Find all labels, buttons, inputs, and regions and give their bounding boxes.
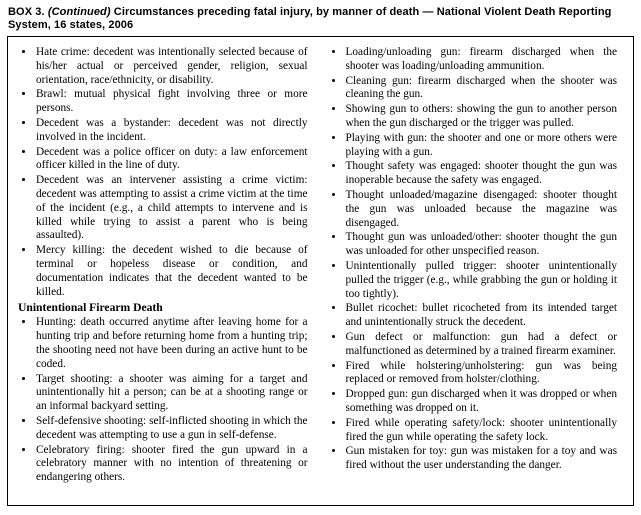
bullet-item: • Decedent was a bystander: decedent was not directly involved in the incident. bbox=[35, 117, 308, 145]
bullet-item: • Thought safety was engaged: shooter thought the gun was inoperable because the safety was engaged. bbox=[345, 160, 618, 188]
bullet-item: • Bullet ricochet: bullet ricocheted from its intended target and unintentionally struck the decedent. bbox=[345, 302, 618, 330]
bullet-item: • Fired while holstering/unholstering: gun was being replaced or removed from holster/clothing. bbox=[345, 360, 618, 388]
left-bottom-bullet-list bbox=[18, 316, 308, 485]
bullet-item: • Gun defect or malfunction: gun had a defect or malfunctioned as determined by a trained firearm examiner. bbox=[345, 331, 618, 359]
bullet-item: • Brawl: mutual physical fight involving three or more persons. bbox=[35, 88, 308, 116]
box-label: BOX 3. bbox=[8, 6, 45, 18]
bullet-item: • Unintentionally pulled trigger: shooter unintentionally pulled the trigger (e.g., while grabbing the gun or holding it too tightly). bbox=[345, 260, 618, 301]
left-top-bullet-list bbox=[18, 46, 308, 299]
right-column bbox=[328, 46, 618, 496]
bullet-item: • Target shooting: a shooter was aiming for a target and unintentionally hit a person; can be at a shooting range or an informal backyard setting. bbox=[35, 373, 308, 414]
left-column bbox=[18, 46, 308, 496]
bullet-item: • Thought gun was unloaded/other: shooter thought the gun was unloaded for other unspecified reason. bbox=[345, 231, 618, 259]
bullet-item: • Decedent was an intervener assisting a crime victim: decedent was attempting to assist a crime victim at the time of the incident (e.g., a child attempts to intervene and is killed while trying to assist a parent who is being assaulted). bbox=[35, 174, 308, 243]
box-title-text: Circumstances preceding fatal injury, by manner of death — National Violent Death Reporting System, 16 states, 2006 bbox=[8, 6, 612, 31]
right-bullet-list bbox=[328, 46, 618, 473]
bullet-item: • Dropped gun: gun discharged when it was dropped or when something was dropped on it. bbox=[345, 388, 618, 416]
box-3-continued-panel bbox=[7, 36, 634, 506]
bullet-item: • Hate crime: decedent was intentionally selected because of his/her actual or perceived gender, religion, sexual orientation, race/ethnicity, or disability. bbox=[35, 46, 308, 87]
bullet-item: • Mercy killing: the decedent wished to die because of terminal or hopeless disease or condition, and documentation indicates that the decedent wanted to be killed. bbox=[35, 244, 308, 299]
bullet-item: • Hunting: death occurred anytime after leaving home for a hunting trip and before returning home from a hunting trip; the shooting need not have been during an active hunt to be coded. bbox=[35, 316, 308, 371]
bullet-item: • Cleaning gun: firearm discharged when the shooter was cleaning the gun. bbox=[345, 75, 618, 103]
bullet-item: • Showing gun to others: showing the gun to another person when the gun discharged or the trigger was pulled. bbox=[345, 103, 618, 131]
bullet-item: • Gun mistaken for toy: gun was mistaken for a toy and was fired without the user understanding the danger. bbox=[345, 445, 618, 473]
bullet-item: • Playing with gun: the shooter and one or more others were playing with a gun. bbox=[345, 132, 618, 160]
box-title bbox=[8, 6, 633, 32]
bullet-item: • Loading/unloading gun: firearm discharged when the shooter was loading/unloading ammunition. bbox=[345, 46, 618, 74]
bullet-item: • Decedent was a police officer on duty: a law enforcement officer killed in the line of duty. bbox=[35, 146, 308, 174]
continued-label: (Continued) bbox=[47, 6, 111, 18]
bullet-item: • Self-defensive shooting: self-inflicted shooting in which the decedent was attempting to use a gun in self-defense. bbox=[35, 415, 308, 443]
bullet-item: • Celebratory firing: shooter fired the gun upward in a celebratory manner with no intention of threatening or endangering others. bbox=[35, 444, 308, 485]
bullet-item: • Fired while operating safety/lock: shooter unintentionally fired the gun while operating the safety lock. bbox=[345, 417, 618, 445]
section-heading-unintentional-firearm-death: Unintentional Firearm Death bbox=[18, 301, 163, 315]
bullet-item: • Thought unloaded/magazine disengaged: shooter thought the gun was unloaded because the magazine was disengaged. bbox=[345, 189, 618, 230]
